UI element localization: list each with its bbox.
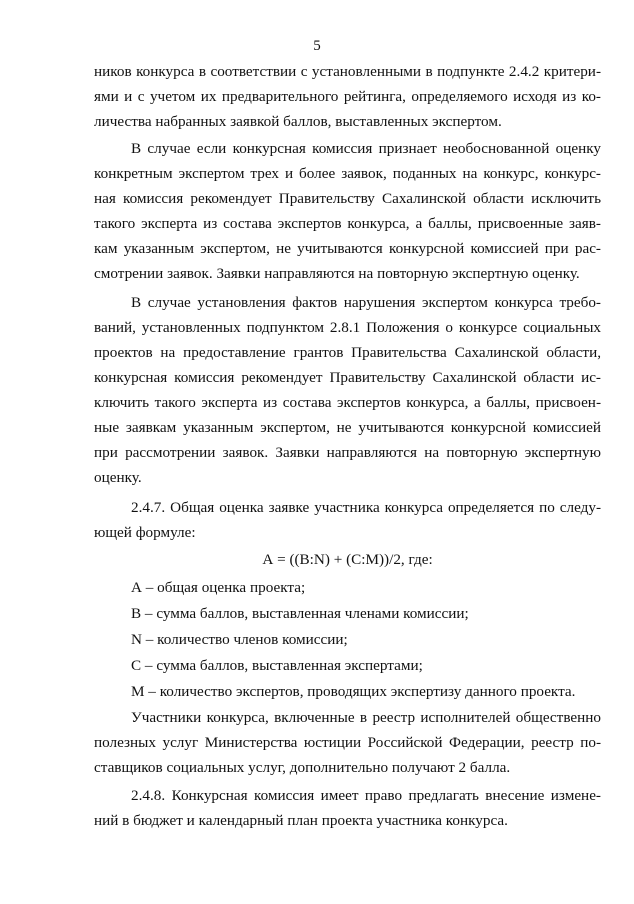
text-line: кам указанным экспертом, не учитываются конкурсной комиссией при рас- (94, 240, 601, 257)
formula-variable-definition: В – сумма баллов, выставленная членами комиссии; (131, 605, 469, 622)
paragraph-first-line: Участники конкурса, включенные в реестр исполнителей общественно (131, 709, 601, 726)
paragraph-first-line: 2.4.7. Общая оценка заявке участника конкурса определяется по следу- (131, 499, 601, 516)
paragraph-first-line: В случае если конкурсная комиссия признает необоснованной оценку (131, 140, 601, 157)
paragraph-first-line: 2.4.8. Конкурсная комиссия имеет право предлагать внесение измене- (131, 787, 601, 804)
text-line: такого эксперта из состава экспертов конкурса, а баллы, присвоенные заяв- (94, 215, 601, 232)
text-line: при рассмотрении заявок. Заявки направляются на повторную экспертную (94, 444, 601, 461)
formula-variable-definition: N – количество членов комиссии; (131, 631, 348, 648)
formula-variable-definition: С – сумма баллов, выставленная экспертами; (131, 657, 423, 674)
text-line: ные заявкам указанным экспертом, не учитываются конкурсной комиссией (94, 419, 601, 436)
formula-variable-definition: М – количество экспертов, проводящих экспертизу данного проекта. (131, 683, 576, 700)
text-line: ющей формуле: (94, 524, 196, 541)
text-line: ключить такого эксперта из состава экспертов конкурса, а баллы, присвоен- (94, 394, 601, 411)
text-line: ников конкурса в соответствии с установленными в подпункте 2.4.2 критери- (94, 63, 601, 80)
text-line: ний в бюджет и календарный план проекта участника конкурса. (94, 812, 508, 829)
text-line: ная комиссия рекомендует Правительству Сахалинской области исключить (94, 190, 601, 207)
text-line: ями и с учетом их предварительного рейтинга, определяемого исходя из ко- (94, 88, 601, 105)
page-number: 5 (313, 38, 321, 54)
formula: А = ((В:N) + (С:М))/2, где: (262, 551, 433, 568)
text-line: оценку. (94, 469, 142, 486)
text-line: ваний, установленных подпунктом 2.8.1 Положения о конкурсе социальных (94, 319, 601, 336)
text-line: смотрении заявок. Заявки направляются на повторную экспертную оценку. (94, 265, 580, 282)
text-line: конкурсная комиссия рекомендует Правительству Сахалинской области ис- (94, 369, 601, 386)
text-line: проектов на предоставление грантов Правительства Сахалинской области, (94, 344, 601, 361)
formula-variable-definition: А – общая оценка проекта; (131, 579, 306, 596)
text-line: личества набранных заявкой баллов, выставленных экспертом. (94, 113, 502, 130)
text-line: ставщиков социальных услуг, дополнительно получают 2 балла. (94, 759, 511, 776)
text-line: конкретным экспертом трех и более заявок, поданных на конкурс, конкурс- (94, 165, 601, 182)
text-line: полезных услуг Министерства юстиции Российской Федерации, реестр по- (94, 734, 601, 751)
paragraph-first-line: В случае установления фактов нарушения экспертом конкурса требо- (131, 294, 601, 311)
